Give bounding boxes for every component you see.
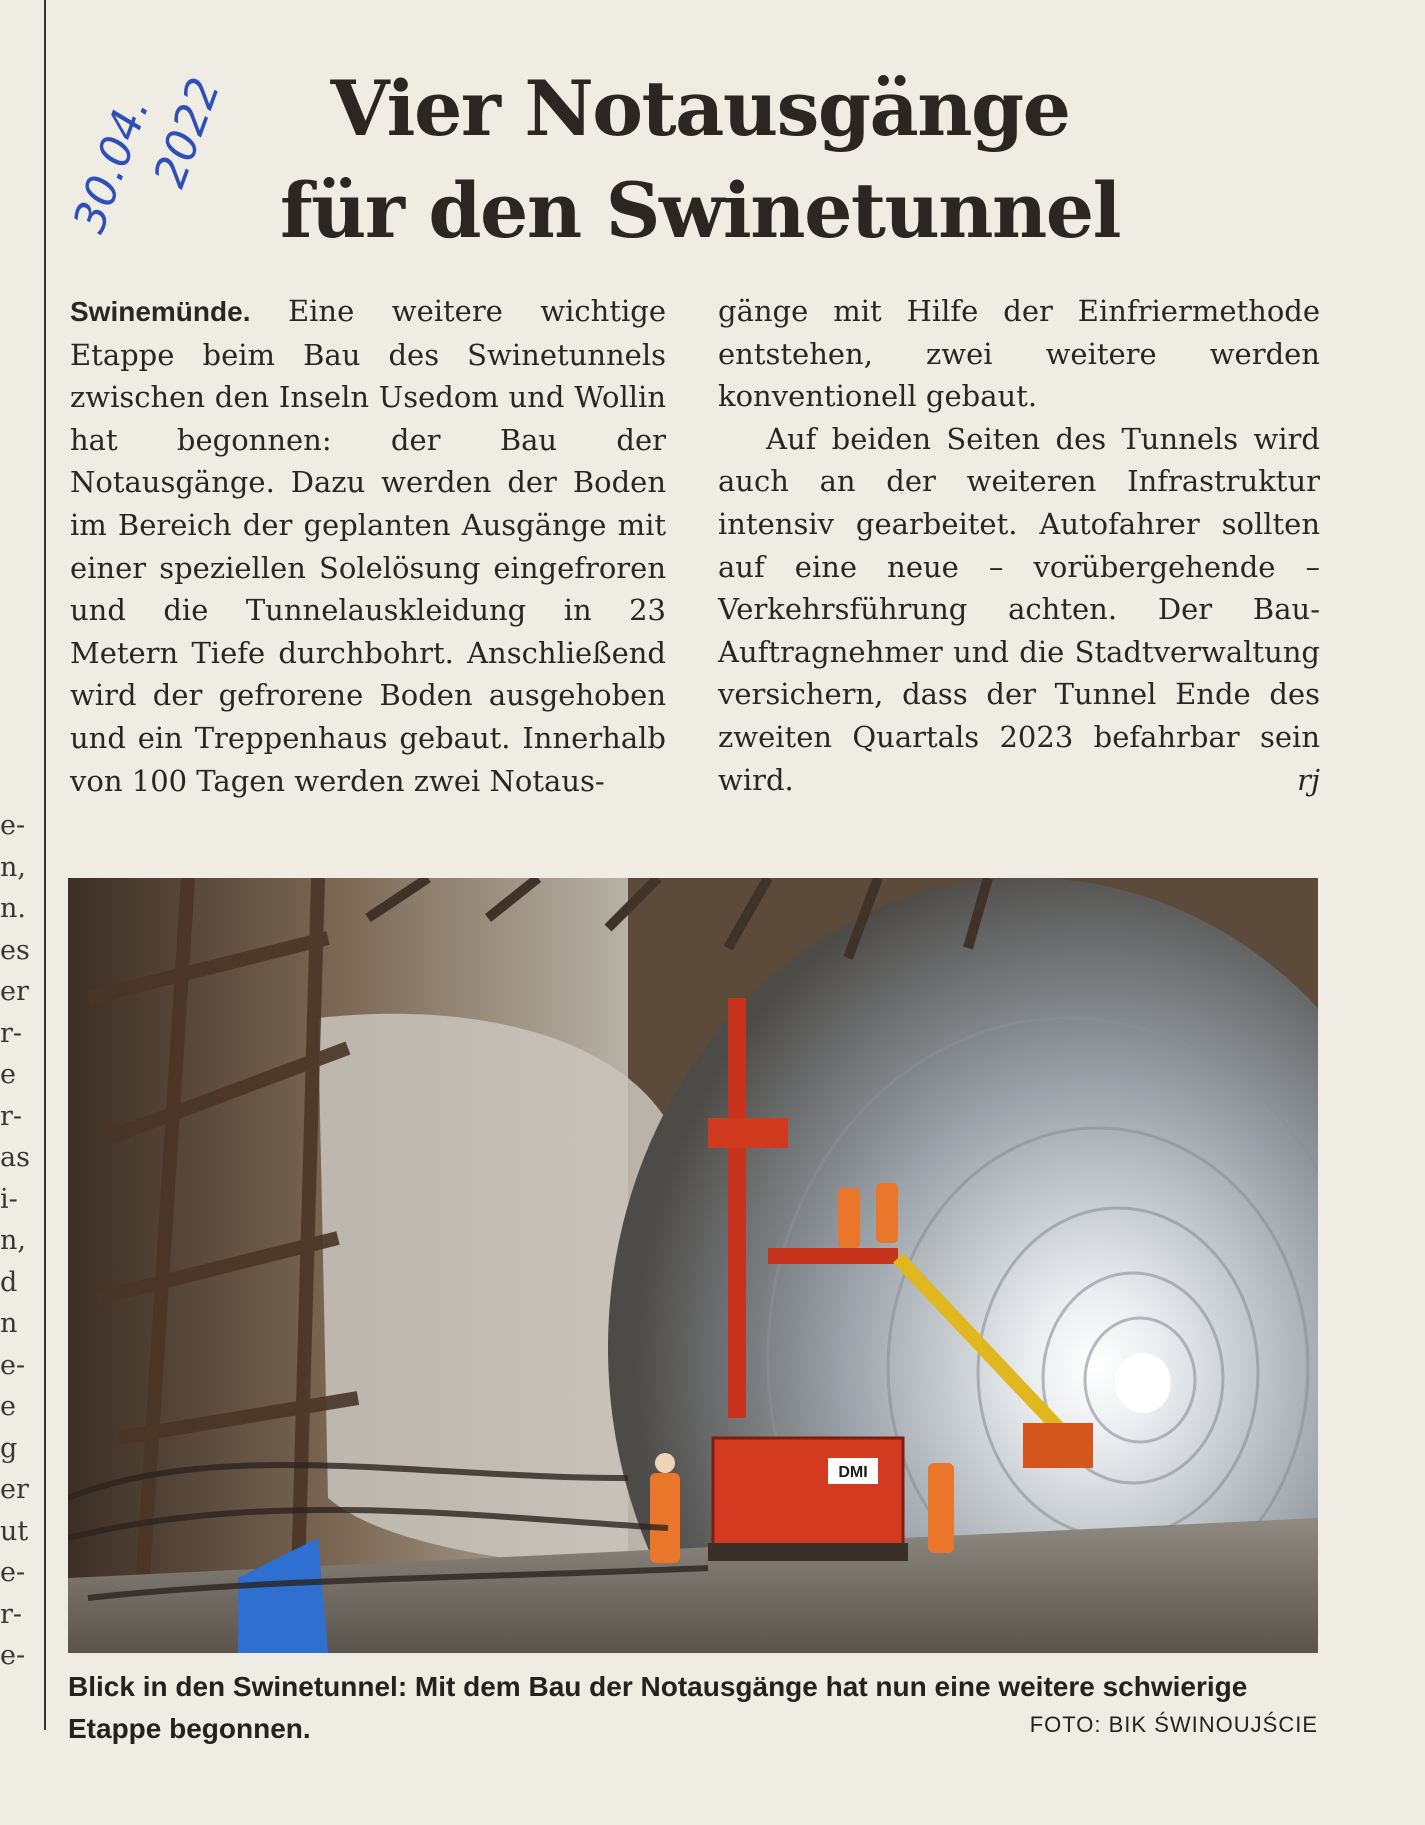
adjacent-fragment: er [0,976,29,1007]
tunnel-photo [68,878,1318,1653]
adjacent-fragment: er [0,1474,29,1505]
paragraph-1-text: Eine weitere wichtige Etappe beim Bau des Swinetunnels zwischen den Inseln Usedom und Wollin hat begonnen: der Bau der Notausgänge. Dazu werden der Boden im Bereich der geplanten Ausgänge mit einer speziellen Solelösung eingefroren und die Tunnelauskleidung in 23 Metern Tiefe durchbohrt. Anschließend wird der gefrorene Boden ausgehoben und ein Treppenhaus gebaut. Innerhalb von 100 Tagen werden zwei Notaus- [70,294,667,798]
machine-label: DMI [838,1464,868,1481]
tunnel-illustration [68,878,1318,1653]
adjacent-fragment: e [0,1391,16,1422]
adjacent-fragment: n, [0,1225,26,1256]
headline-line-1: Vier Notausgänge [330,64,1070,153]
column-divider [44,0,46,1730]
paragraph-1-continued: gänge mit Hilfe der Einfriermethode entstehen, zwei weitere werden konventionell gebaut. [718,294,1320,414]
dateline: Swinemünde. [70,296,251,327]
adjacent-fragment: r- [0,1017,23,1049]
adjacent-fragment: r- [0,1598,23,1630]
paragraph-1 [70,290,666,802]
author-initials: rj [1297,762,1320,797]
adjacent-fragment: n. [0,893,26,924]
adjacent-fragment: e- [0,810,26,841]
headline [150,58,1250,262]
adjacent-fragment: r- [0,1100,23,1132]
adjacent-fragment: e- [0,1557,26,1588]
adjacent-fragment: d [0,1266,18,1298]
adjacent-fragment: ut [0,1515,29,1547]
adjacent-fragment: e- [0,1349,26,1381]
adjacent-fragment: as [0,1142,30,1173]
adjacent-fragment: n, [0,851,26,883]
article-column-1 [70,290,666,802]
adjacent-fragment: es [0,934,30,966]
headline-line-2: für den Swinetunnel [279,166,1121,255]
adjacent-fragment: e [0,1059,16,1090]
date-line-year: 2022 [144,71,231,194]
adjacent-fragment: i- [0,1183,18,1215]
paragraph-2: Auf beiden Seiten des Tunnels wird auch an der weiteren Infrastruktur intensiv gearbeitet. Autofahrer sollten auf eine neue – vorübergehende – Verkehrsführung achten. Der Bau-Auftragnehmer und die Stadtverwaltung versichern, dass der Tunnel Ende des zweiten Quartals 2023 befahrbar sein wird. [718,421,1320,797]
adjacent-fragment: e- [0,1640,26,1671]
date-line-day: 30.04. [63,90,160,240]
photo-caption: Blick in den Swinetunnel: Mit dem Bau der Notausgänge hat nun eine weitere schwierige Etappe begonnen. [68,1671,1248,1744]
article-column-2 [718,290,1320,801]
photo-credit: FOTO: BIK ŚWINOUJŚCIE [1029,1712,1318,1737]
adjacent-fragment: g [0,1432,18,1464]
adjacent-fragment: n [0,1308,18,1339]
adjacent-column-fragments [0,805,40,1677]
